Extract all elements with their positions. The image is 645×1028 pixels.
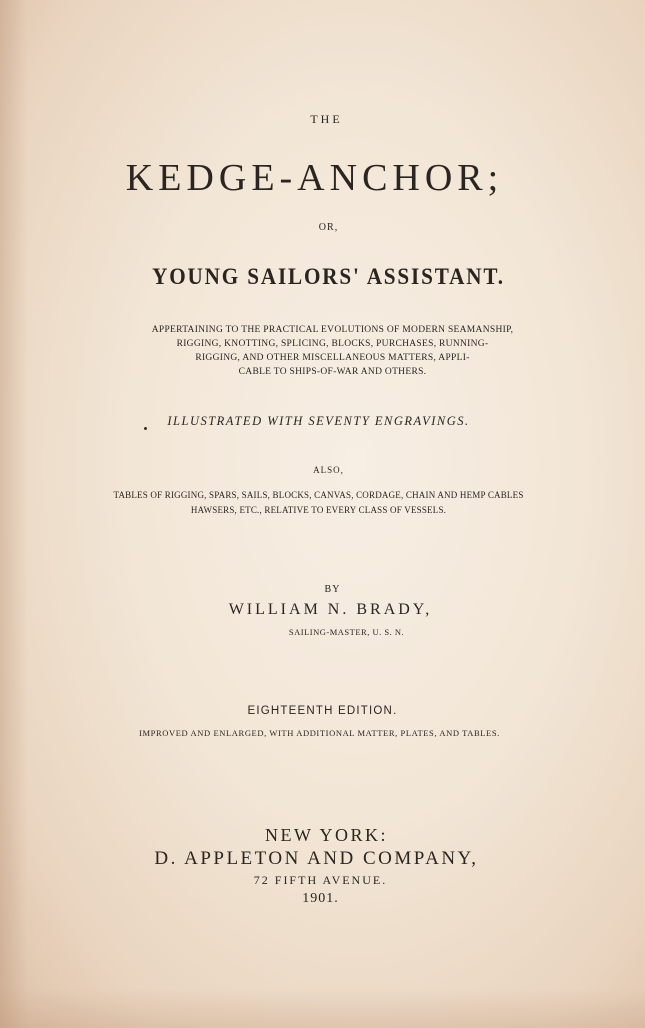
publisher-city: NEW YORK:: [265, 825, 388, 845]
book-subtitle: YOUNG SAILORS' ASSISTANT.: [152, 264, 505, 289]
description-line: APPERTAINING TO THE PRACTICAL EVOLUTIONS OF MODERN SEAMANSHIP,: [151, 325, 514, 335]
illustrated-note: ILLUSTRATED WITH SEVENTY ENGRAVINGS.: [167, 414, 470, 428]
book-title: KEDGE-ANCHOR;: [125, 157, 504, 199]
publisher-address: 72 FIFTH AVENUE.: [253, 873, 388, 887]
ink-speck: [144, 427, 147, 430]
tables-line: HAWSERS, ETC., RELATIVE TO EVERY CLASS OF VESSELS.: [190, 505, 447, 515]
publisher-name: D. APPLETON AND COMPANY,: [154, 848, 479, 869]
description-line: RIGGING, KNOTTING, SPLICING, BLOCKS, PURCHASES, RUNNING-: [176, 339, 489, 349]
description: [10, 323, 645, 379]
also-label: ALSO,: [313, 465, 344, 475]
tables-note: [0, 488, 641, 518]
edition-note: IMPROVED AND ENLARGED, WITH ADDITIONAL MATTER, PLATES, AND TABLES.: [139, 728, 500, 738]
or-label: OR,: [318, 222, 339, 233]
description-line: CABLE TO SHIPS-OF-WAR AND OTHERS.: [238, 367, 427, 377]
edition-label: EIGHTEENTH EDITION.: [247, 705, 398, 717]
author-rank: SAILING-MASTER, U. S. N.: [288, 627, 405, 637]
tables-line: TABLES OF RIGGING, SPARS, SAILS, BLOCKS, CANVAS, CORDAGE, CHAIN AND HEMP CABLES: [113, 490, 524, 500]
the-label: THE: [310, 112, 343, 126]
publication-year: 1901.: [302, 891, 339, 906]
description-line: RIGGING, AND OTHER MISCELLANEOUS MATTERS, APPLI-: [195, 353, 470, 363]
by-label: BY: [324, 584, 341, 595]
author-name: WILLIAM N. BRADY,: [228, 601, 433, 618]
